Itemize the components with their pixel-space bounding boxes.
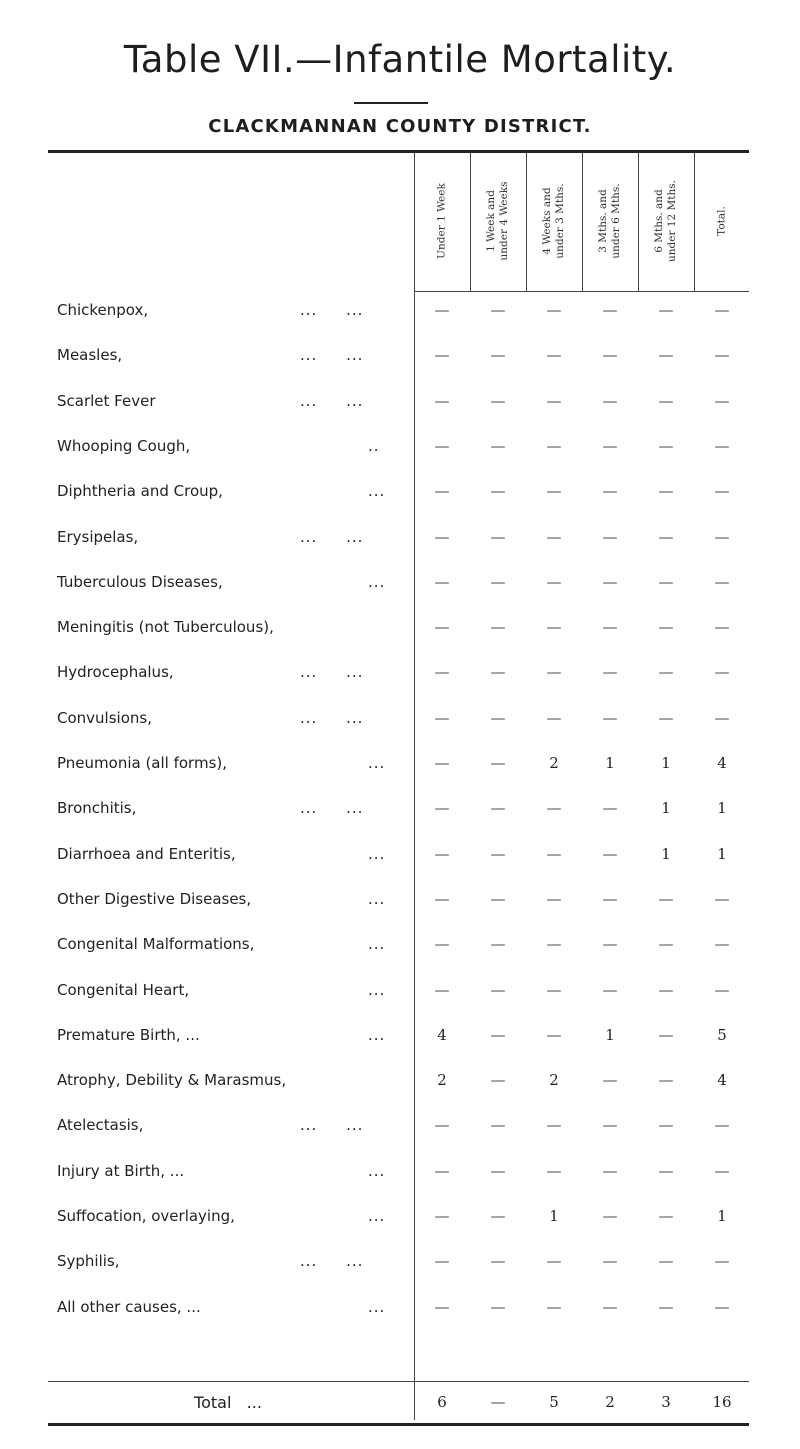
row-label: Hydrocephalus, xyxy=(57,663,174,682)
table-cell: — xyxy=(490,1207,506,1225)
table-cell: — xyxy=(434,572,450,591)
table-cell: — xyxy=(714,436,730,455)
column-header-label: 1 Week and under 4 Weeks xyxy=(485,181,510,261)
row-label: Measles, xyxy=(57,346,123,365)
row-leader-dots: ... ... xyxy=(300,799,364,818)
table-cell: — xyxy=(546,1025,562,1044)
page-subtitle: CLACKMANNAN COUNTY DISTRICT. xyxy=(208,116,592,137)
table-cell: — xyxy=(490,980,506,999)
table-cell: — xyxy=(490,935,506,954)
table-cell: — xyxy=(714,1161,730,1180)
table-cell: — xyxy=(434,663,450,682)
table-cell: — xyxy=(602,1071,618,1090)
row-leader-dots: ... ... xyxy=(300,663,364,682)
row-leader-dots: ... xyxy=(368,482,386,501)
table-cell: — xyxy=(658,527,674,546)
table-cell: — xyxy=(602,391,618,410)
table-cell: — xyxy=(490,799,506,818)
row-leader-dots: ... xyxy=(368,1207,386,1225)
column-header xyxy=(414,157,470,285)
column-header-label: 4 Weeks and under 3 Mths. xyxy=(541,183,566,259)
table-cell: — xyxy=(490,1116,506,1135)
row-label: Diphtheria and Croup, xyxy=(57,482,223,501)
row-leader-dots: ... xyxy=(368,889,386,908)
table-cell: 2 xyxy=(549,754,559,772)
row-leader-dots: ... xyxy=(368,572,386,591)
row-leader-dots: ... xyxy=(368,980,386,999)
table-cell: 4 xyxy=(717,754,727,772)
table-cell: — xyxy=(602,436,618,455)
table-cell: — xyxy=(602,1161,618,1180)
table-cell: — xyxy=(546,301,562,319)
table-cell: — xyxy=(434,346,450,365)
table-cell: — xyxy=(602,980,618,999)
table-cell: — xyxy=(546,1252,562,1271)
table-cell: — xyxy=(434,618,450,637)
table-cell: — xyxy=(490,754,506,772)
header-rule xyxy=(414,291,749,292)
row-leader-dots: ... ... xyxy=(300,1116,364,1135)
total-rule xyxy=(48,1381,749,1382)
column-header-label: Total. xyxy=(715,206,728,236)
mortality-table xyxy=(48,150,749,1426)
total-cell: 16 xyxy=(712,1393,732,1411)
table-cell: — xyxy=(602,1116,618,1135)
table-cell: — xyxy=(490,889,506,908)
row-leader-dots: ... ... xyxy=(300,1252,364,1271)
table-cell: — xyxy=(546,708,562,727)
table-cell: — xyxy=(434,844,450,863)
table-cell: — xyxy=(714,527,730,546)
row-label: Bronchitis, xyxy=(57,799,137,818)
table-cell: — xyxy=(490,663,506,682)
table-cell: — xyxy=(602,935,618,954)
table-cell: — xyxy=(490,391,506,410)
table-cell: — xyxy=(714,346,730,365)
column-header xyxy=(638,157,694,285)
row-label: Erysipelas, xyxy=(57,527,139,546)
column-divider xyxy=(414,153,415,1420)
column-header xyxy=(694,157,750,285)
table-cell: — xyxy=(434,1207,450,1225)
row-label: Congenital Malformations, xyxy=(57,935,255,954)
table-cell: — xyxy=(658,301,674,319)
row-label: Pneumonia (all forms), xyxy=(57,754,228,772)
row-leader-dots: ... ... xyxy=(300,391,364,410)
table-cell: — xyxy=(490,844,506,863)
table-cell: — xyxy=(434,754,450,772)
table-cell: 1 xyxy=(605,1025,615,1044)
row-leader-dots: ... ... xyxy=(300,708,364,727)
table-cell: — xyxy=(658,708,674,727)
table-cell: — xyxy=(546,618,562,637)
table-cell: — xyxy=(546,436,562,455)
table-cell: — xyxy=(714,618,730,637)
total-cell: 3 xyxy=(661,1393,671,1411)
table-cell: — xyxy=(658,572,674,591)
table-cell: — xyxy=(434,799,450,818)
total-label: Total ... xyxy=(194,1393,262,1412)
table-cell: — xyxy=(658,935,674,954)
table-cell: — xyxy=(602,527,618,546)
table-cell: — xyxy=(490,1252,506,1271)
row-label: Syphilis, xyxy=(57,1252,120,1271)
table-cell: 4 xyxy=(717,1071,727,1090)
table-cell: — xyxy=(434,889,450,908)
table-cell: — xyxy=(490,1071,506,1090)
column-header xyxy=(582,157,638,285)
table-cell: 2 xyxy=(549,1071,559,1090)
table-cell: — xyxy=(546,799,562,818)
table-cell: — xyxy=(546,391,562,410)
table-cell: — xyxy=(434,1297,450,1316)
table-cell: — xyxy=(602,799,618,818)
table-cell: — xyxy=(434,708,450,727)
table-cell: — xyxy=(490,482,506,501)
table-cell: — xyxy=(658,1207,674,1225)
row-leader-dots: .. xyxy=(368,436,380,455)
row-leader-dots: ... xyxy=(368,935,386,954)
table-cell: — xyxy=(490,527,506,546)
table-cell: — xyxy=(546,572,562,591)
row-label: Chickenpox, xyxy=(57,301,149,319)
table-cell: — xyxy=(714,708,730,727)
table-cell: — xyxy=(434,391,450,410)
row-leader-dots: ... xyxy=(368,1161,386,1180)
row-label: Diarrhoea and Enteritis, xyxy=(57,844,236,863)
table-cell: — xyxy=(490,346,506,365)
table-cell: 1 xyxy=(661,844,671,863)
total-cell: — xyxy=(490,1393,506,1411)
row-label: Scarlet Fever xyxy=(57,391,156,410)
row-label: Premature Birth, ... xyxy=(57,1025,200,1044)
table-cell: — xyxy=(434,301,450,319)
total-cell: 2 xyxy=(605,1393,615,1411)
table-cell: — xyxy=(434,1116,450,1135)
page-title: Table VII.—Infantile Mortality. xyxy=(123,38,677,81)
row-leader-dots: ... xyxy=(368,754,386,772)
total-cell: 5 xyxy=(549,1393,559,1411)
table-cell: — xyxy=(714,391,730,410)
column-header xyxy=(470,157,526,285)
table-cell: — xyxy=(490,618,506,637)
row-label: Suffocation, overlaying, xyxy=(57,1207,235,1225)
table-cell: — xyxy=(546,346,562,365)
table-cell: — xyxy=(658,980,674,999)
table-cell: — xyxy=(546,1297,562,1316)
table-cell: — xyxy=(546,844,562,863)
table-cell: — xyxy=(602,1207,618,1225)
table-cell: — xyxy=(546,1161,562,1180)
table-cell: — xyxy=(714,980,730,999)
table-cell: — xyxy=(434,1161,450,1180)
total-cell: 6 xyxy=(437,1393,447,1411)
row-leader-dots: ... xyxy=(368,844,386,863)
table-cell: — xyxy=(602,1252,618,1271)
table-cell: — xyxy=(546,889,562,908)
table-cell: — xyxy=(714,889,730,908)
column-header-label: 3 Mths. and under 6 Mths. xyxy=(597,183,622,259)
table-cell: 1 xyxy=(717,799,727,818)
table-cell: — xyxy=(658,436,674,455)
row-label: Tuberculous Diseases, xyxy=(57,572,223,591)
row-leader-dots: ... ... xyxy=(300,527,364,546)
table-cell: — xyxy=(658,482,674,501)
row-label: Congenital Heart, xyxy=(57,980,190,999)
table-cell: 1 xyxy=(661,754,671,772)
column-header xyxy=(526,157,582,285)
table-cell: — xyxy=(658,1252,674,1271)
row-label: All other causes, ... xyxy=(57,1297,201,1316)
table-cell: — xyxy=(490,1297,506,1316)
table-cell: — xyxy=(602,844,618,863)
table-cell: — xyxy=(714,1252,730,1271)
table-cell: — xyxy=(434,436,450,455)
table-cell: — xyxy=(434,935,450,954)
table-cell: 1 xyxy=(605,754,615,772)
table-cell: — xyxy=(658,1297,674,1316)
title-underline xyxy=(354,102,428,104)
table-cell: — xyxy=(546,1116,562,1135)
column-header-label: 6 Mths. and under 12 Mths. xyxy=(653,180,678,262)
table-cell: — xyxy=(546,663,562,682)
column-header-label: Under 1 Week xyxy=(435,183,448,259)
table-cell: — xyxy=(714,1116,730,1135)
table-cell: — xyxy=(602,889,618,908)
table-cell: 2 xyxy=(437,1071,447,1090)
row-label: Atelectasis, xyxy=(57,1116,144,1135)
table-cell: — xyxy=(434,1252,450,1271)
table-cell: — xyxy=(546,935,562,954)
table-cell: 1 xyxy=(661,799,671,818)
row-leader-dots: ... xyxy=(368,1025,386,1044)
table-cell: — xyxy=(658,1116,674,1135)
table-cell: — xyxy=(490,436,506,455)
table-cell: — xyxy=(490,572,506,591)
table-cell: — xyxy=(602,301,618,319)
table-cell: — xyxy=(546,527,562,546)
row-label: Whooping Cough, xyxy=(57,436,191,455)
table-cell: — xyxy=(434,980,450,999)
table-cell: 5 xyxy=(717,1025,727,1044)
row-label: Meningitis (not Tuberculous), xyxy=(57,618,274,637)
table-cell: — xyxy=(658,889,674,908)
table-cell: — xyxy=(714,301,730,319)
table-cell: — xyxy=(602,572,618,591)
row-leader-dots: ... ... xyxy=(300,301,364,319)
row-label: Injury at Birth, ... xyxy=(57,1161,185,1180)
table-cell: — xyxy=(714,572,730,591)
table-cell: — xyxy=(658,346,674,365)
table-cell: — xyxy=(434,482,450,501)
table-cell: — xyxy=(546,482,562,501)
row-leader-dots: ... xyxy=(368,1297,386,1316)
table-cell: — xyxy=(658,1161,674,1180)
table-cell: — xyxy=(658,663,674,682)
table-cell: — xyxy=(658,1025,674,1044)
table-cell: — xyxy=(434,527,450,546)
table-cell: — xyxy=(490,1161,506,1180)
table-cell: — xyxy=(602,618,618,637)
table-cell: — xyxy=(546,980,562,999)
table-cell: — xyxy=(602,346,618,365)
table-cell: — xyxy=(602,708,618,727)
table-cell: — xyxy=(714,663,730,682)
table-cell: 1 xyxy=(717,844,727,863)
row-label: Other Digestive Diseases, xyxy=(57,889,252,908)
row-leader-dots: ... ... xyxy=(300,346,364,365)
row-label: Convulsions, xyxy=(57,708,152,727)
table-cell: — xyxy=(602,482,618,501)
table-cell: — xyxy=(490,301,506,319)
table-cell: 1 xyxy=(717,1207,727,1225)
table-cell: — xyxy=(490,708,506,727)
table-cell: — xyxy=(658,618,674,637)
table-cell: — xyxy=(602,1297,618,1316)
table-cell: — xyxy=(714,935,730,954)
table-cell: 1 xyxy=(549,1207,559,1225)
table-cell: 4 xyxy=(437,1025,447,1044)
table-cell: — xyxy=(714,1297,730,1316)
table-cell: — xyxy=(490,1025,506,1044)
table-cell: — xyxy=(602,663,618,682)
row-label: Atrophy, Debility & Marasmus, xyxy=(57,1071,287,1090)
table-cell: — xyxy=(714,482,730,501)
table-cell: — xyxy=(658,391,674,410)
table-cell: — xyxy=(658,1071,674,1090)
